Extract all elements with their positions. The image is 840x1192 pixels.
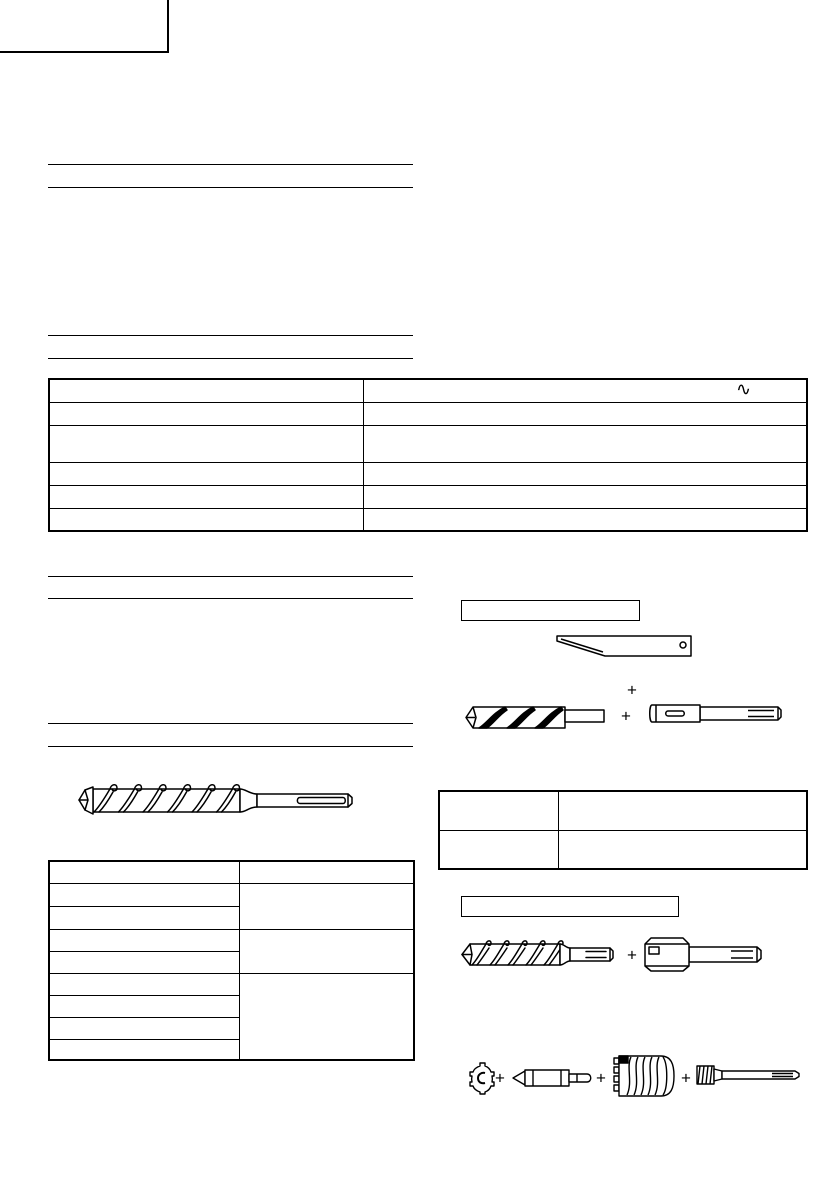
cotter-part bbox=[680, 642, 686, 648]
sds-drill-bit-part bbox=[462, 941, 613, 965]
sds-drill-bit-icon bbox=[460, 938, 616, 970]
center-pin-cap-part bbox=[470, 1063, 494, 1094]
shank-adapter-part bbox=[650, 705, 781, 722]
chuck-adapter-part bbox=[689, 947, 761, 962]
core-bit-shank-part bbox=[722, 1071, 799, 1079]
shank-adapter-part bbox=[700, 707, 781, 720]
accessory-label-box bbox=[461, 600, 640, 621]
section-rule bbox=[48, 576, 413, 577]
sds-drill-bit-part bbox=[570, 948, 613, 961]
shank-adapter-part bbox=[666, 711, 685, 716]
center-pin-part bbox=[513, 1070, 591, 1086]
core-bit-part bbox=[619, 1056, 628, 1063]
chuck-adapter-icon bbox=[643, 935, 765, 973]
spec-row bbox=[49, 402, 807, 425]
table-cell bbox=[439, 791, 558, 830]
core-bit-part bbox=[614, 1056, 674, 1096]
section-rule bbox=[48, 598, 413, 599]
table-row bbox=[439, 830, 807, 869]
section-rule bbox=[48, 723, 413, 724]
center-pin-icon bbox=[511, 1067, 595, 1089]
merged-cell bbox=[239, 973, 414, 1060]
core-bit-icon bbox=[611, 1052, 677, 1100]
cotter-icon bbox=[555, 632, 695, 660]
straight-shank-drill-part bbox=[466, 707, 604, 728]
spec-label-cell bbox=[49, 485, 363, 508]
header-cell bbox=[49, 861, 239, 883]
accessory-label-box bbox=[461, 896, 679, 917]
plus-sign: + bbox=[495, 1068, 505, 1088]
core-bit-shank-part bbox=[697, 1066, 799, 1084]
drill-bit-part bbox=[240, 789, 257, 812]
spec-label-cell bbox=[49, 462, 363, 485]
drill-bit-part bbox=[257, 794, 352, 807]
core-bit-shank-part bbox=[714, 1069, 722, 1081]
spec-row bbox=[49, 462, 807, 485]
section-rule bbox=[48, 187, 413, 188]
spec-label-cell bbox=[49, 379, 363, 402]
ac-power-symbol: ∿ bbox=[735, 378, 752, 400]
spec-value-cell bbox=[363, 379, 807, 402]
section-rule bbox=[48, 746, 413, 747]
core-bit-part bbox=[614, 1058, 619, 1091]
table-cell bbox=[49, 973, 239, 995]
section-rule bbox=[48, 164, 413, 165]
spec-value-cell bbox=[363, 462, 807, 485]
table-cell bbox=[49, 906, 239, 929]
drill-bit-icon bbox=[76, 780, 356, 820]
merged-cell bbox=[239, 929, 414, 973]
plus-sign: + bbox=[627, 945, 637, 965]
section-rule bbox=[48, 335, 413, 336]
table-row bbox=[49, 929, 414, 951]
straight-shank-drill-part bbox=[565, 710, 604, 722]
chuck-adapter-part bbox=[649, 947, 659, 954]
spec-row bbox=[49, 485, 807, 508]
spec-row bbox=[49, 379, 807, 402]
table-cell bbox=[49, 951, 239, 973]
straight-shank-drill-icon bbox=[463, 700, 607, 734]
plus-sign: + bbox=[596, 1068, 606, 1088]
center-pin-part bbox=[525, 1070, 569, 1086]
table-cell bbox=[558, 791, 807, 830]
table-row bbox=[49, 883, 414, 906]
spec-label-cell bbox=[49, 425, 363, 462]
spec-value-cell bbox=[363, 508, 807, 531]
table-cell bbox=[439, 830, 558, 869]
core-bit-shank-icon bbox=[694, 1063, 804, 1087]
table-cell bbox=[49, 929, 239, 951]
spec-row bbox=[49, 508, 807, 531]
cotter-part bbox=[557, 636, 691, 656]
spec-label-cell bbox=[49, 508, 363, 531]
sds-drill-bit-part bbox=[560, 944, 570, 965]
merged-cell bbox=[239, 883, 414, 929]
center-pin-part bbox=[569, 1074, 591, 1082]
table-header-row bbox=[49, 861, 414, 883]
spec-value-cell bbox=[363, 402, 807, 425]
section-rule bbox=[48, 358, 413, 359]
table-row bbox=[439, 791, 807, 830]
accessory-table bbox=[438, 790, 808, 870]
bit-selection-table bbox=[48, 860, 415, 1061]
cotter-part bbox=[557, 636, 691, 656]
page-tab bbox=[0, 0, 169, 53]
specifications-table bbox=[48, 378, 808, 532]
drill-bit-part bbox=[93, 789, 240, 812]
table-cell bbox=[49, 995, 239, 1017]
center-pin-cap-icon bbox=[469, 1061, 495, 1095]
table-cell bbox=[49, 1017, 239, 1039]
table-cell bbox=[49, 1039, 239, 1060]
table-cell bbox=[558, 830, 807, 869]
spec-label-cell bbox=[49, 402, 363, 425]
plus-sign: + bbox=[627, 680, 637, 700]
header-cell bbox=[239, 861, 414, 883]
chuck-adapter-part bbox=[645, 938, 761, 971]
plus-sign: + bbox=[621, 706, 631, 726]
center-pin-part bbox=[513, 1071, 525, 1085]
spec-row bbox=[49, 425, 807, 462]
spec-value-cell bbox=[363, 485, 807, 508]
table-row bbox=[49, 973, 414, 995]
table-cell bbox=[49, 883, 239, 906]
shank-adapter-icon bbox=[648, 702, 784, 726]
center-pin-cap-part bbox=[470, 1063, 494, 1094]
plus-sign: + bbox=[681, 1068, 691, 1088]
drill-bit-part bbox=[79, 785, 352, 814]
spec-value-cell bbox=[363, 425, 807, 462]
